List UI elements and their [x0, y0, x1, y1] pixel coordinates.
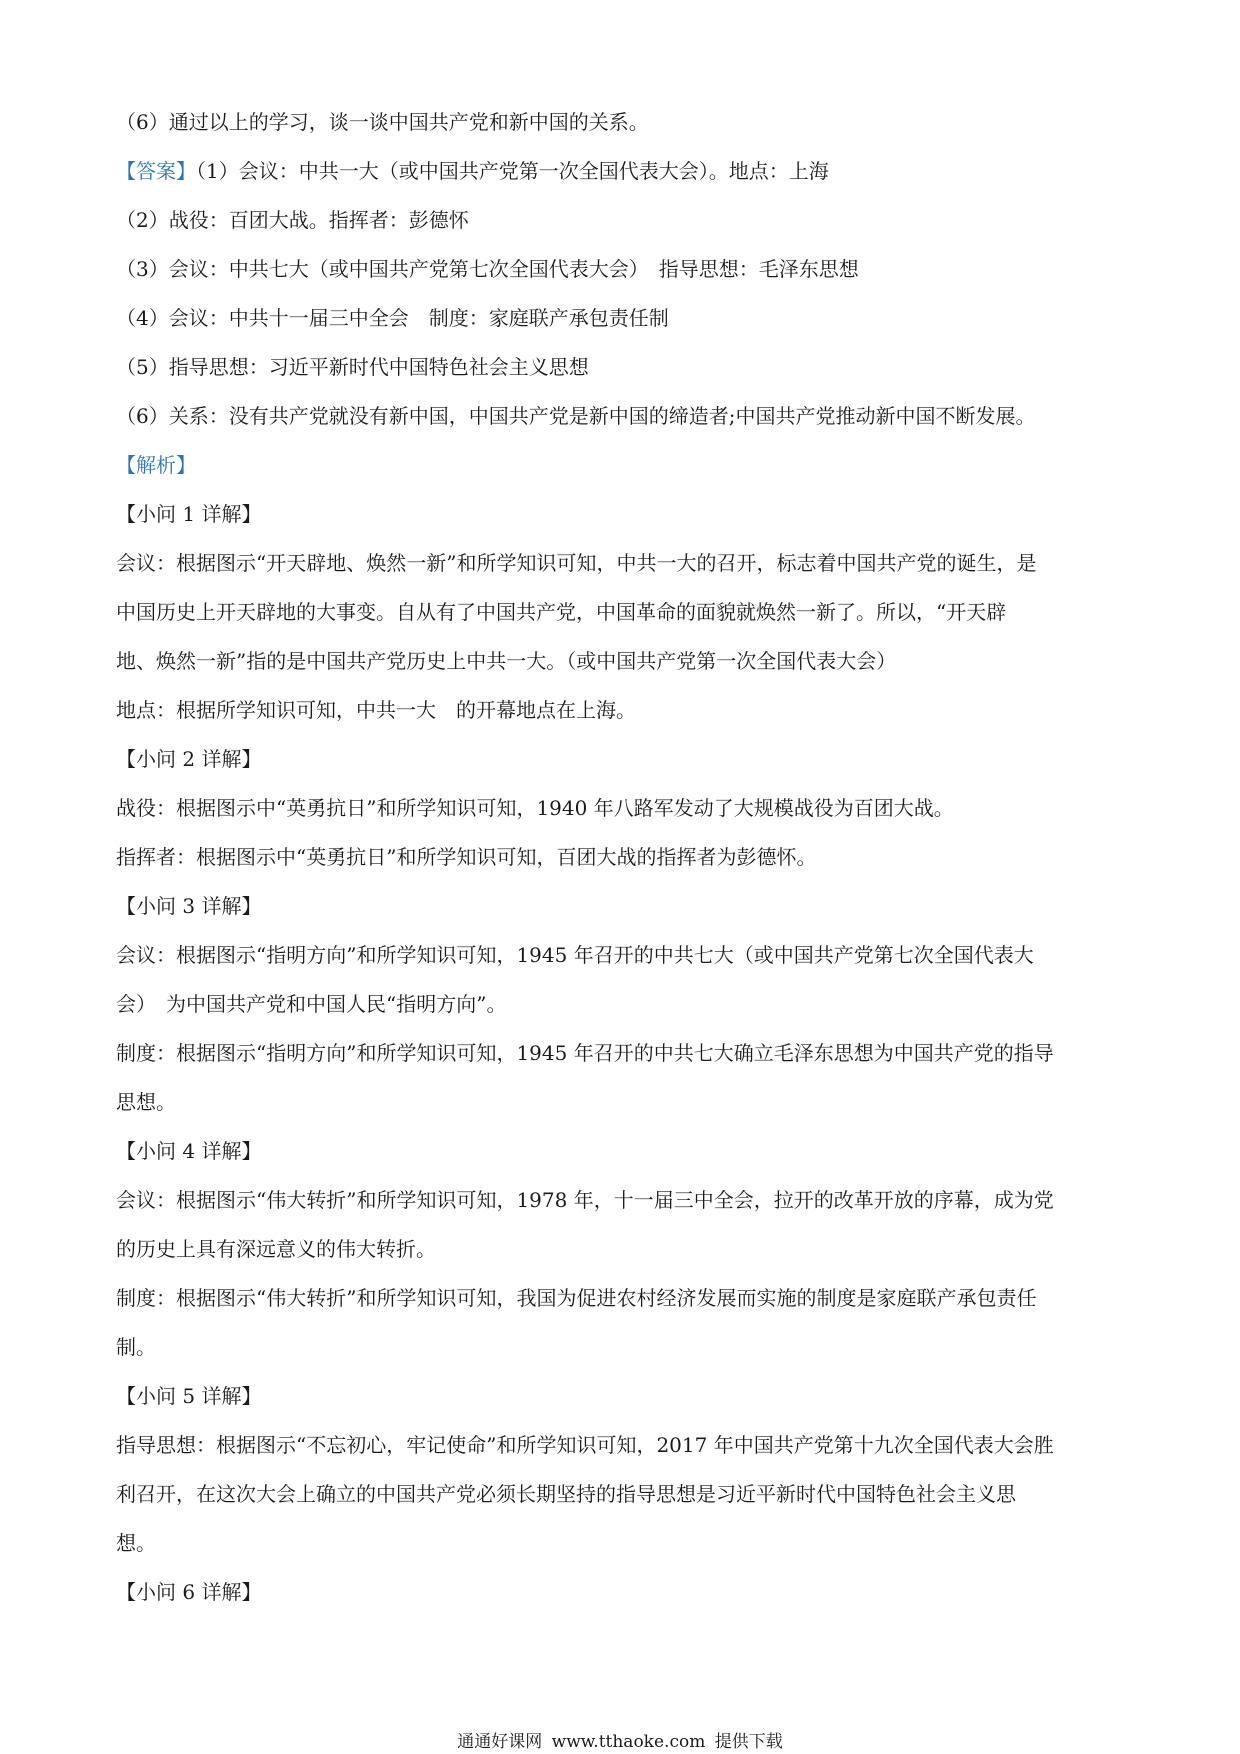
sub5-text: 指导思想：根据图示“不忘初心，牢记使命”和所学知识可知，2017 年中国共产党第十九次全国代表大会胜: [116, 1433, 1054, 1457]
sub4-text: 的历史上具有深远意义的伟大转折。: [116, 1237, 436, 1261]
question-6: （6）通过以上的学习，谈一谈中国共产党和新中国的关系。: [116, 110, 649, 134]
sub3-text: 会议：根据图示“指明方向”和所学知识可知，1945 年召开的中共七大（或中国共产党第七次全国代表大: [116, 943, 1034, 967]
answer-line-2: （2）战役：百团大战。指挥者：彭德怀: [116, 208, 469, 232]
answer-text-1: （1）会议：中共一大（或中国共产党第一次全国代表大会）。地点：上海: [196, 159, 829, 183]
document-body: [116, 98, 1128, 1617]
sub1-text: 地点：根据所学知识可知，中共一大 的开幕地点在上海。: [116, 698, 636, 722]
sub1-text: 地、焕然一新”指的是中国共产党历史上中共一大。（或中国共产党第一次全国代表大会）: [116, 649, 897, 673]
answer-line-5: （5）指导思想：习近平新时代中国特色社会主义思想: [116, 355, 589, 379]
sub4-text: 会议：根据图示“伟大转折”和所学知识可知，1978 年，十一届三中全会，拉开的改革开放的序幕，成为党: [116, 1188, 1054, 1212]
answer-label: 【答案】: [116, 159, 196, 183]
sub3-text: 思想。: [116, 1090, 176, 1114]
answer-line-6: （6）关系：没有共产党就没有新中国，中国共产党是新中国的缔造者;中国共产党推动新中国不断发展。: [116, 404, 1036, 428]
sub2-text: 指挥者：根据图示中“英勇抗日”和所学知识可知，百团大战的指挥者为彭德怀。: [116, 845, 817, 869]
footer-site-name: 通通好课网: [457, 1732, 543, 1752]
sub5-text: 利召开，在这次大会上确立的中国共产党必须长期坚持的指导思想是习近平新时代中国特色社会主义思: [116, 1482, 1016, 1506]
answer-line-1: [116, 147, 1128, 196]
analysis-label: 【解析】: [116, 453, 196, 477]
page-footer: [0, 1731, 1240, 1753]
footer-url[interactable]: www.tthaoke.com: [551, 1732, 706, 1752]
sub2-heading: 【小问 2 详解】: [116, 747, 262, 771]
answer-line-4: （4）会议：中共十一届三中全会 制度：家庭联产承包责任制: [116, 306, 669, 330]
sub3-heading: 【小问 3 详解】: [116, 894, 262, 918]
answer-line-3: （3）会议：中共七大（或中国共产党第七次全国代表大会） 指导思想：毛泽东思想: [116, 257, 859, 281]
sub3-text: 制度：根据图示“指明方向”和所学知识可知，1945 年召开的中共七大确立毛泽东思想为中国共产党的指导: [116, 1041, 1054, 1065]
sub1-heading: 【小问 1 详解】: [116, 502, 262, 526]
sub3-text: 会） 为中国共产党和中国人民“指明方向”。: [116, 992, 507, 1016]
sub4-heading: 【小问 4 详解】: [116, 1139, 262, 1163]
sub1-text: 中国历史上开天辟地的大事变。自从有了中国共产党，中国革命的面貌就焕然一新了。所以，“开天辟: [116, 600, 1007, 624]
sub2-text: 战役：根据图示中“英勇抗日”和所学知识可知，1940 年八路军发动了大规模战役为百团大战。: [116, 796, 954, 820]
sub6-heading: 【小问 6 详解】: [116, 1580, 262, 1604]
sub4-text: 制度：根据图示“伟大转折”和所学知识可知，我国为促进农村经济发展而实施的制度是家庭联产承包责任: [116, 1286, 1037, 1310]
sub5-text: 想。: [116, 1531, 156, 1555]
sub1-text: 会议：根据图示“开天辟地、焕然一新”和所学知识可知，中共一大的召开，标志着中国共产党的诞生，是: [116, 551, 1037, 575]
sub4-text: 制。: [116, 1335, 156, 1359]
footer-action: 提供下载: [714, 1732, 783, 1752]
sub5-heading: 【小问 5 详解】: [116, 1384, 262, 1408]
